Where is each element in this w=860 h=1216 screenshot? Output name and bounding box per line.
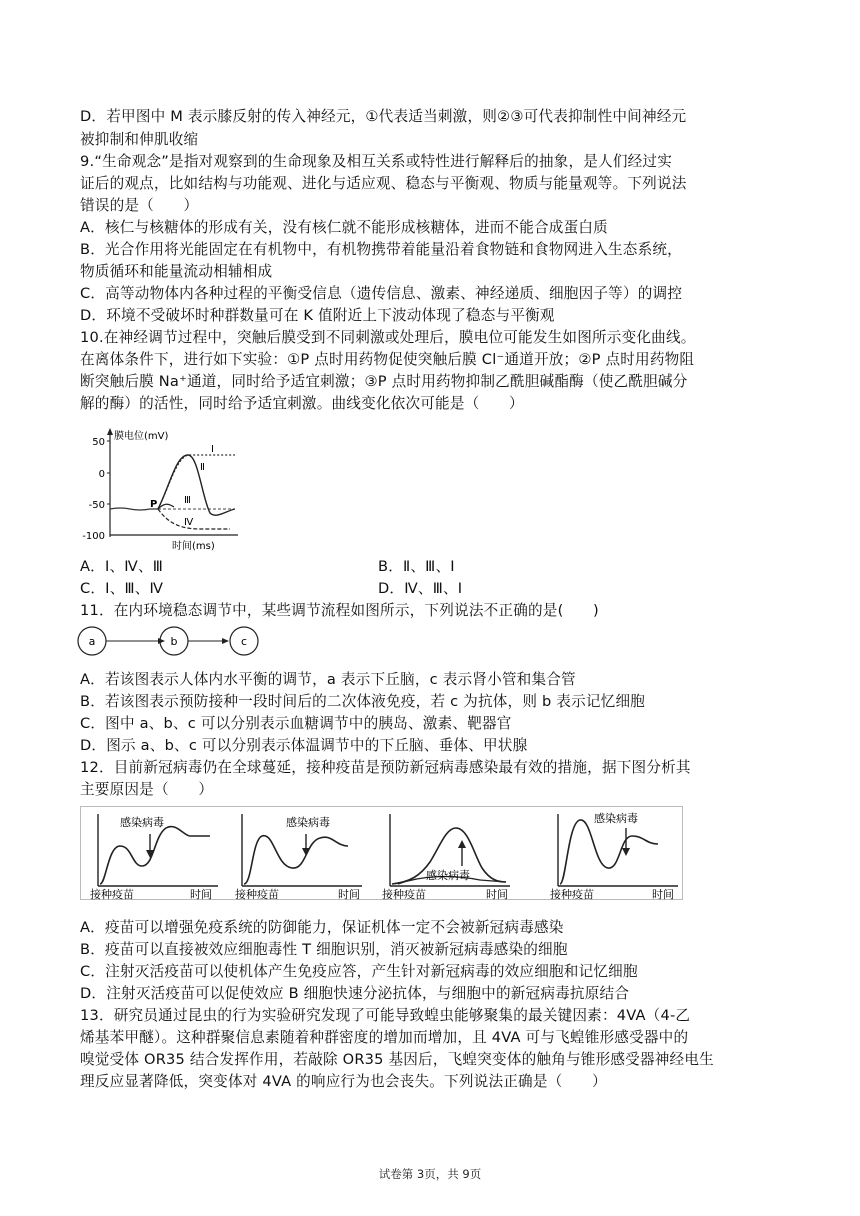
q10-stem-line2: 在离体条件下，进行如下实验：①P 点时用药物促使突触后膜 Cl⁻通道开放；②P 点时用药物阻: [80, 351, 695, 368]
panel-1-x-end: 时间: [190, 888, 212, 901]
q10-option-c: C．Ⅰ、Ⅲ、Ⅳ: [80, 580, 164, 597]
curve-I-label: Ⅰ: [211, 444, 214, 455]
panel-2-x-start: 接种疫苗: [235, 888, 279, 901]
curve-IV: [158, 509, 230, 529]
q11-option-a: A．若该图表示人体内水平衡的调节，a 表示下丘脑，c 表示肾小管和集合管: [80, 671, 576, 688]
panel-3-x-end: 时间: [486, 888, 508, 901]
x-axis-label: 时间(ms): [172, 541, 215, 552]
panel-4-label: 感染病毒: [594, 812, 638, 825]
panel-4-arrowhead: [622, 848, 630, 856]
arrowhead-b-to-c: [222, 638, 229, 644]
q13-stem-line4: 理反应显著降低，突变体对 4VA 的响应行为也会丧失。下列说法正确是（ ）: [80, 1073, 607, 1090]
q12-stem-line2: 主要原因是（ ）: [80, 781, 214, 798]
panel-4-x-start: 接种疫苗: [550, 888, 594, 901]
q12-stem-line1: 12．目前新冠病毒仍在全球蔓延，接种疫苗是预防新冠病毒感染最有效的措施，据下图分析其: [80, 759, 691, 776]
panel-2: [235, 814, 362, 901]
panel-3-arrowhead: [458, 840, 466, 848]
node-c-label: c: [240, 635, 248, 648]
panel-2-x-end: 时间: [338, 888, 360, 901]
q10-option-b: B．Ⅱ、Ⅲ、Ⅰ: [378, 558, 455, 575]
q9-option-a: A．核仁与核糖体的形成有关，没有核仁就不能形成核糖体，进而不能合成蛋白质: [80, 219, 608, 236]
q9-option-c: C．高等动物体内各种过程的平衡受信息（遗传信息、激素、神经递质、细胞因子等）的调控: [80, 285, 683, 302]
q13-stem-line2: 烯基苯甲醚）。这种群聚信息素随着种群密度的增加而增加，且 4VA 可与飞蝗锥形感受器中的: [80, 1029, 689, 1046]
y-axis-arrow: [107, 428, 113, 435]
panel-3-label: 感染病毒: [426, 869, 470, 882]
q11-flow-diagram: [76, 624, 266, 658]
q9-option-b-line1: B．光合作用将光能固定在有机物中，有机物携带着能量沿着食物链和食物网进入生态系统，: [80, 241, 682, 258]
panel-2-arrowhead: [302, 848, 310, 856]
arrowhead-a-to-b: [158, 638, 165, 644]
q9-stem-line2: 证后的观点，比如结构与功能观、进化与适应观、稳态与平衡观、物质与能量观等。下列说法: [80, 175, 687, 192]
q10-stem-line3: 断突触后膜 Na⁺通道，同时给予适宜刺激；③P 点时用药物抑制乙酰胆碱酯酶（使乙酰胆碱分: [80, 373, 688, 390]
q11-option-d: D．图示 a、b、c 可以分别表示体温调节中的下丘脑、垂体、甲状腺: [80, 737, 528, 754]
q10-option-a: A．Ⅰ、Ⅳ、Ⅲ: [80, 558, 163, 575]
q11-stem: 11．在内环境稳态调节中，某些调节流程如图所示，下列说法不正确的是( ): [80, 602, 599, 619]
q12-option-a: A．疫苗可以增强免疫系统的防御能力，保证机体一定不会被新冠病毒感染: [80, 919, 564, 936]
q13-stem-line1: 13．研究员通过昆虫的行为实验研究发现了可能导致蝗虫能够聚集的最关键因素：4VA（4-乙: [80, 1007, 691, 1024]
curve-III-label: Ⅲ: [184, 495, 191, 506]
panel-2-curve: [244, 836, 348, 884]
panel-1-x-start: 接种疫苗: [90, 888, 134, 901]
curve-II: [158, 455, 235, 515]
q8-option-d-line1: D．若甲图中 M 表示膝反射的传入神经元，①代表适当刺激，则②③可代表抑制性中间神经元: [80, 108, 687, 125]
q9-option-d: D．环境不受破坏时种群数量可在 K 值附近上下波动体现了稳态与平衡观: [80, 307, 555, 324]
q10-option-d: D．Ⅳ、Ⅲ、Ⅰ: [378, 580, 463, 597]
q12-option-d: D．注射灭活疫苗可以促使效应 B 细胞快速分泌抗体，与细胞中的新冠病毒抗原结合: [80, 985, 630, 1002]
q10-stem-line1: 10.在神经调节过程中，突触后膜受到不同刺激或处理后，膜电位可能发生如图所示变化曲线。: [80, 329, 696, 346]
q8-option-d-line2: 被抑制和伸肌收缩: [80, 131, 199, 148]
node-a-label: a: [88, 635, 96, 648]
panel-4-x-end: 时间: [652, 888, 674, 901]
panel-1: [90, 814, 218, 901]
q9-stem-line1: 9.“生命观念”是指对观察到的生命现象及相互关系或特性进行解释后的抽象，是人们经过实: [80, 153, 673, 170]
panel-4: [550, 811, 678, 901]
node-b-label: b: [170, 635, 178, 648]
panel-4-curve: [560, 820, 658, 884]
membrane-potential-figure: [80, 425, 245, 555]
y-axis-label: 膜电位(mV): [114, 431, 169, 442]
page-footer: 试卷第 3页，共 9页: [378, 1167, 482, 1181]
panel-1-label: 感染病毒: [120, 816, 164, 829]
q11-option-c: C．图中 a、b、c 可以分别表示血糖调节中的胰岛、激素、靶器官: [80, 715, 512, 732]
panel-3-x-start: 接种疫苗: [382, 888, 426, 901]
y-tick-label-50: 50: [92, 437, 105, 448]
q10-stem-line4: 解的酶）的活性，同时给予适宜刺激。曲线变化依次可能是（ ）: [80, 395, 524, 412]
curve-IV-label: Ⅳ: [184, 517, 194, 528]
q13-stem-line3: 嗅觉受体 OR35 结合发挥作用，若敲除 OR35 基因后，飞蝗突变体的触角与锥形感受器神经电生: [80, 1051, 714, 1068]
q12-option-c: C．注射灭活疫苗可以使机体产生免疫应答，产生针对新冠病毒的效应细胞和记忆细胞: [80, 963, 638, 980]
q12-vaccine-panels: [80, 806, 685, 901]
point-P-label: P: [150, 499, 158, 510]
q9-stem-line3: 错误的是（ ）: [80, 197, 199, 214]
panel-2-label: 感染病毒: [286, 816, 330, 829]
q11-option-b: B．若该图表示预防接种一段时间后的二次体液免疫，若 c 为抗体，则 b 表示记忆细胞: [80, 693, 646, 710]
panel-3: [382, 814, 510, 901]
y-tick-label-minus50: -50: [88, 500, 105, 511]
q12-option-b: B．疫苗可以直接被效应细胞毒性 T 细胞识别，消灭被新冠病毒感染的细胞: [80, 941, 568, 958]
q9-option-b-line2: 物质循环和能量流动相辅相成: [80, 263, 273, 280]
y-tick-label-0: 0: [98, 469, 105, 480]
curve-II-label: Ⅱ: [200, 462, 205, 473]
y-tick-label-minus100: -100: [82, 531, 105, 542]
panel-1-curve: [100, 827, 210, 884]
